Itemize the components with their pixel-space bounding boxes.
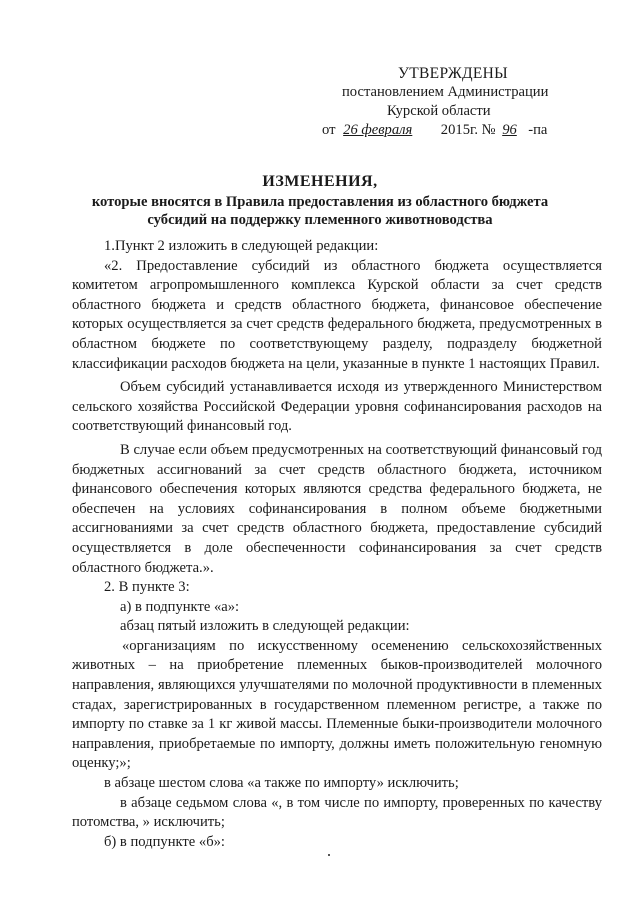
subtitle-line-1: которые вносятся в Правила предоставления из областного бюджета (91, 194, 549, 210)
scan-speck (328, 854, 330, 856)
approval-suffix: -па (528, 122, 548, 138)
paragraph-4: В случае если объем предусмотренных на соответствующий финансовый год бюджетных ассигнований за счет средств областного бюджета, источником финансового обеспечения которых являются средства федерального бюджета, не обеспечен на условиях софинансирования в полном объеме бюджетными ассигнованиями за счет средств областного бюджета, предоставление субсидий осуществляется в доле обеспеченности софинансирования за счет средств областного бюджета.». (72, 441, 602, 576)
approval-line-2: Курской области (387, 103, 491, 119)
paragraph-8: «организациям по искусственному осеменению сельскохозяйственных животных – на приобретение племенных быков-производителей молочного направления, являющихся улучшателями по молочной продуктивности в племенных стадах, зарегистрированных в государственном племенном регистре, а также по импорту по ставке за 1 кг живой массы. Племенные быки-производители молочного направления, приобретаемые по импорту, должны иметь положительную геномную оценку;»; (72, 637, 602, 772)
approval-date-line (322, 121, 622, 140)
approval-stamp (322, 64, 622, 140)
subtitle-line-2: субсидий на поддержку племенного животноводства (147, 212, 493, 228)
approval-title: УТВЕРЖДЕНЫ (398, 65, 508, 82)
approval-year: 2015г. № (440, 122, 496, 138)
paragraph-2: «2. Предоставление субсидий из областного бюджета осуществляется комитетом агропромышленного комплекса Курской области за счет средств областного бюджета и средств областного бюджета, финансовое обеспечение которых осуществляется за счет средств федерального бюджета, предусмотренных в областном бюджете по соответствующему разделу, подразделу бюджетной классификации расходов бюджета на цели, указанные в пункте 1 настоящих Правил. (72, 257, 602, 372)
paragraph-7: абзац пятый изложить в следующей редакции: (120, 618, 410, 635)
paragraph-3: Объем субсидий устанавливается исходя из утвержденного Министерством сельского хозяйства Российской Федерации уровня софинансирования расходов на соответствующий финансовый год. (72, 379, 602, 435)
paragraph-6: а) в подпункте «а»: (120, 598, 240, 615)
approval-line-1: постановлением Администрации (342, 84, 549, 100)
document-body (72, 237, 602, 852)
document-title: ИЗМЕНЕНИЯ, (262, 173, 378, 190)
paragraph-10: в абзаце седьмом слова «, в том числе по импорту, проверенных по качеству потомства, » исключить; (72, 794, 602, 831)
paragraph-1: 1.Пункт 2 изложить в следующей редакции: (104, 238, 379, 254)
paragraph-9: в абзаце шестом слова «а также по импорту» исключить; (104, 775, 459, 792)
approval-number: 96 (502, 122, 517, 138)
approval-date-prefix: от (322, 122, 336, 138)
approval-date: 26 февраля (343, 122, 413, 138)
paragraph-5: 2. В пункте 3: (104, 579, 190, 596)
document-subtitle (60, 193, 580, 229)
paragraph-11: б) в подпункте «б»: (104, 833, 225, 850)
